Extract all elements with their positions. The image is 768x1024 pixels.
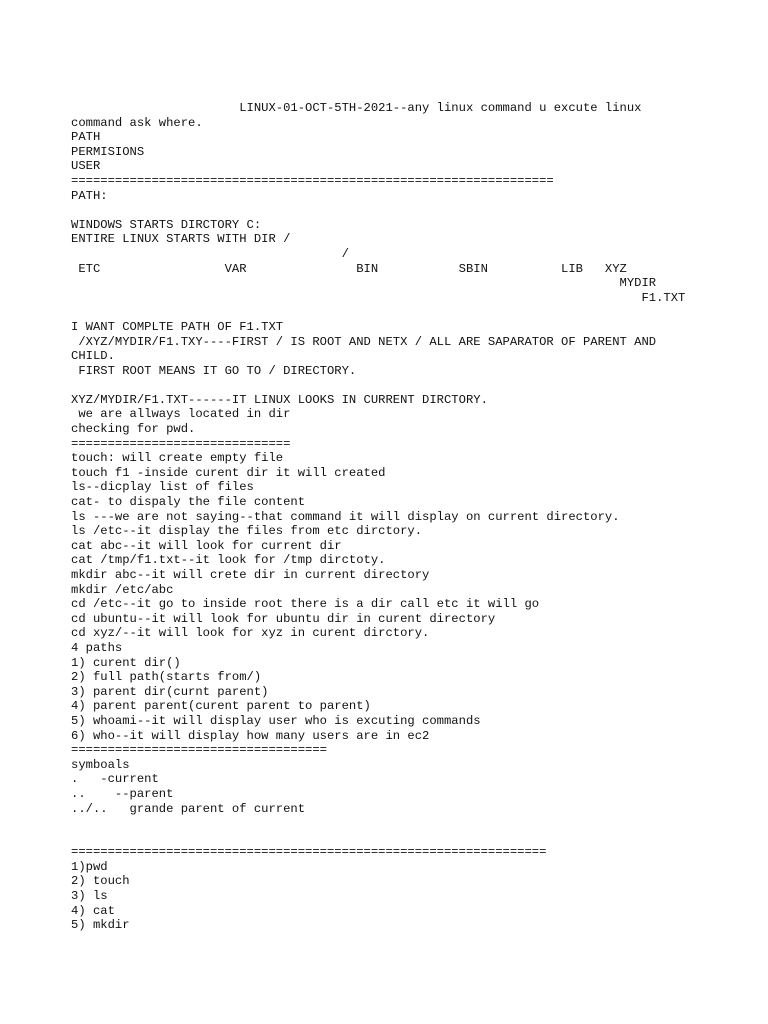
separator-line: ============================== [71, 436, 291, 451]
text-line: ls ---we are not saying--that command it will display on current directory. [71, 509, 620, 524]
text-line: symboals [71, 757, 130, 772]
section-heading: PATH: [71, 188, 108, 203]
text-line: I WANT COMPLTE PATH OF F1.TXT [71, 319, 284, 334]
blank-line [71, 203, 761, 218]
text-line: 4 paths [71, 640, 123, 655]
list-item: 1)pwd [71, 859, 108, 874]
text-line: USER [71, 159, 101, 174]
list-item: 3) parent dir(curnt parent) [71, 684, 269, 699]
text-line: touch: will create empty file [71, 451, 284, 466]
list-item: 2) full path(starts from/) [71, 670, 262, 685]
text-line: ls /etc--it display the files from etc dirctory. [71, 524, 423, 539]
tree-level-3: F1.TXT [71, 290, 686, 305]
text-line: PERMISIONS [71, 144, 145, 159]
blank-line [71, 305, 761, 320]
text-line: ENTIRE LINUX STARTS WITH DIR / [71, 232, 291, 247]
text-line: cat abc--it will look for current dir [71, 538, 342, 553]
text-line: .. --parent [71, 786, 174, 801]
separator-line: ================================================================== [71, 173, 554, 188]
text-line: command ask where. [71, 115, 203, 130]
blank-line [71, 816, 761, 831]
text-line: XYZ/MYDIR/F1.TXT------IT LINUX LOOKS IN CURRENT DIRCTORY. [71, 392, 488, 407]
tree-level-2: MYDIR [71, 276, 657, 291]
text-line: checking for pwd. [71, 422, 196, 437]
tree-level-1: ETC VAR BIN SBIN LIB XYZ [71, 261, 627, 276]
text-line: mkdir abc--it will crete dir in current directory [71, 568, 430, 582]
text-line: WINDOWS STARTS DIRCTORY C: [71, 217, 262, 232]
list-item: 2) touch [71, 874, 130, 889]
text-line: touch f1 -inside curent dir it will created [71, 465, 386, 480]
text-line: we are allways located in dir [71, 407, 291, 422]
blank-line [71, 831, 761, 846]
list-item: 4) parent parent(curent parent to parent) [71, 699, 371, 714]
text-line: FIRST ROOT MEANS IT GO TO / DIRECTORY. [71, 363, 357, 378]
separator-line: ================================================================= [71, 845, 547, 860]
text-line: cat /tmp/f1.txt--it look for /tmp dirctoty. [71, 553, 386, 568]
text-line: mkdir /etc/abc [71, 582, 174, 597]
text-line: /XYZ/MYDIR/F1.TXY----FIRST / IS ROOT AND NETX / ALL ARE SAPARATOR OF PARENT AND [71, 334, 657, 349]
text-line: cd /etc--it go to inside root there is a dir call etc it will go [71, 597, 540, 612]
list-item: 5) whoami--it will display user who is excuting commands [71, 713, 481, 728]
document-body [71, 101, 761, 933]
separator-line: =================================== [71, 743, 327, 758]
list-item: 6) who--it will display how many users are in ec2 [71, 728, 430, 743]
text-line: PATH [71, 130, 101, 145]
text-line: ../.. grande parent of current [71, 801, 306, 816]
text-line: ls--dicplay list of files [71, 480, 254, 495]
text-line: CHILD. [71, 349, 115, 364]
list-item: 1) curent dir() [71, 655, 181, 670]
text-line: cat- to dispaly the file content [71, 495, 306, 510]
blank-line [71, 378, 761, 393]
list-item: 4) cat [71, 903, 115, 918]
list-item: 5) mkdir [71, 918, 130, 933]
text-line: cd ubuntu--it will look for ubuntu dir in curent directory [71, 611, 496, 626]
text-line: LINUX-01-OCT-5TH-2021--any linux command u excute linux [71, 101, 642, 115]
text-line: cd xyz/--it will look for xyz in curent dirctory. [71, 626, 430, 641]
tree-root-slash: / [71, 246, 349, 261]
list-item: 3) ls [71, 889, 108, 904]
text-line: . -current [71, 772, 159, 787]
